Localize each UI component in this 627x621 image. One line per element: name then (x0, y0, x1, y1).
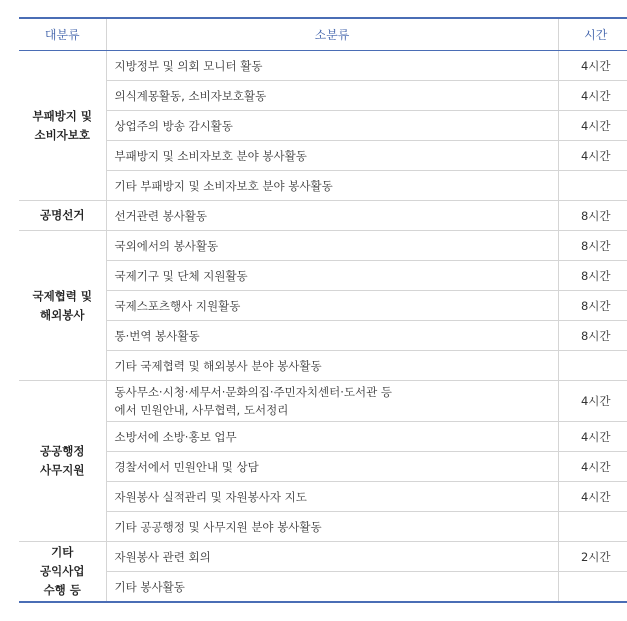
header-time: 시간 (558, 18, 627, 51)
time-cell: 4시간 (558, 452, 627, 482)
time-cell: 8시간 (558, 321, 627, 351)
time-cell: 4시간 (558, 111, 627, 141)
table-row (19, 231, 627, 261)
subcategory-cell: 동사무소·시청·세무서·문화의집·주민자치센터·도서관 등 에서 민원안내, 사무협력, 도서정리 (106, 381, 558, 422)
time-cell: 4시간 (558, 482, 627, 512)
header-row (19, 18, 627, 51)
table-row (19, 452, 627, 482)
time-cell: 8시간 (558, 231, 627, 261)
table-row (19, 422, 627, 452)
time-cell (558, 572, 627, 603)
table-row (19, 542, 627, 572)
subcategory-cell: 기타 공공행정 및 사무지원 분야 봉사활동 (106, 512, 558, 542)
table-row (19, 171, 627, 201)
subcategory-cell: 상업주의 방송 감시활동 (106, 111, 558, 141)
header-category: 대분류 (19, 18, 106, 51)
table-row (19, 291, 627, 321)
subcategory-cell: 국제스포츠행사 지원활동 (106, 291, 558, 321)
subcategory-cell: 의식계몽활동, 소비자보호활동 (106, 81, 558, 111)
subcategory-cell: 통·번역 봉사활동 (106, 321, 558, 351)
category-cell: 부패방지 및 소비자보호 (19, 51, 106, 201)
time-cell: 4시간 (558, 381, 627, 422)
time-cell (558, 171, 627, 201)
table-row (19, 201, 627, 231)
time-cell: 8시간 (558, 201, 627, 231)
table-row (19, 81, 627, 111)
time-cell: 4시간 (558, 81, 627, 111)
time-cell: 4시간 (558, 422, 627, 452)
time-cell: 2시간 (558, 542, 627, 572)
subcategory-cell: 국제기구 및 단체 지원활동 (106, 261, 558, 291)
subcategory-cell: 소방서에 소방·홍보 업무 (106, 422, 558, 452)
table-row (19, 141, 627, 171)
category-cell: 공명선거 (19, 201, 106, 231)
subcategory-cell: 지방정부 및 의회 모니터 활동 (106, 51, 558, 81)
table-row (19, 111, 627, 141)
time-cell (558, 351, 627, 381)
table-row (19, 512, 627, 542)
table-row (19, 321, 627, 351)
subcategory-cell: 경찰서에서 민원안내 및 상담 (106, 452, 558, 482)
table-row (19, 351, 627, 381)
volunteer-hours-table (19, 17, 627, 603)
table-row (19, 572, 627, 603)
table-row (19, 482, 627, 512)
subcategory-cell: 선거관련 봉사활동 (106, 201, 558, 231)
time-cell: 4시간 (558, 51, 627, 81)
category-cell: 국제협력 및 해외봉사 (19, 231, 106, 381)
time-cell: 8시간 (558, 291, 627, 321)
subcategory-cell: 기타 부패방지 및 소비자보호 분야 봉사활동 (106, 171, 558, 201)
subcategory-cell: 기타 국제협력 및 해외봉사 분야 봉사활동 (106, 351, 558, 381)
table-row (19, 261, 627, 291)
time-cell: 8시간 (558, 261, 627, 291)
time-cell: 4시간 (558, 141, 627, 171)
table-row (19, 381, 627, 422)
subcategory-cell: 부패방지 및 소비자보호 분야 봉사활동 (106, 141, 558, 171)
subcategory-cell: 국외에서의 봉사활동 (106, 231, 558, 261)
subcategory-cell: 자원봉사 관련 회의 (106, 542, 558, 572)
subcategory-cell: 기타 봉사활동 (106, 572, 558, 603)
header-subcategory: 소분류 (106, 18, 558, 51)
subcategory-cell: 자원봉사 실적관리 및 자원봉사자 지도 (106, 482, 558, 512)
time-cell (558, 512, 627, 542)
table-row (19, 51, 627, 81)
category-cell: 공공행정 사무지원 (19, 381, 106, 542)
category-cell: 기타 공익사업 수행 등 (19, 542, 106, 603)
